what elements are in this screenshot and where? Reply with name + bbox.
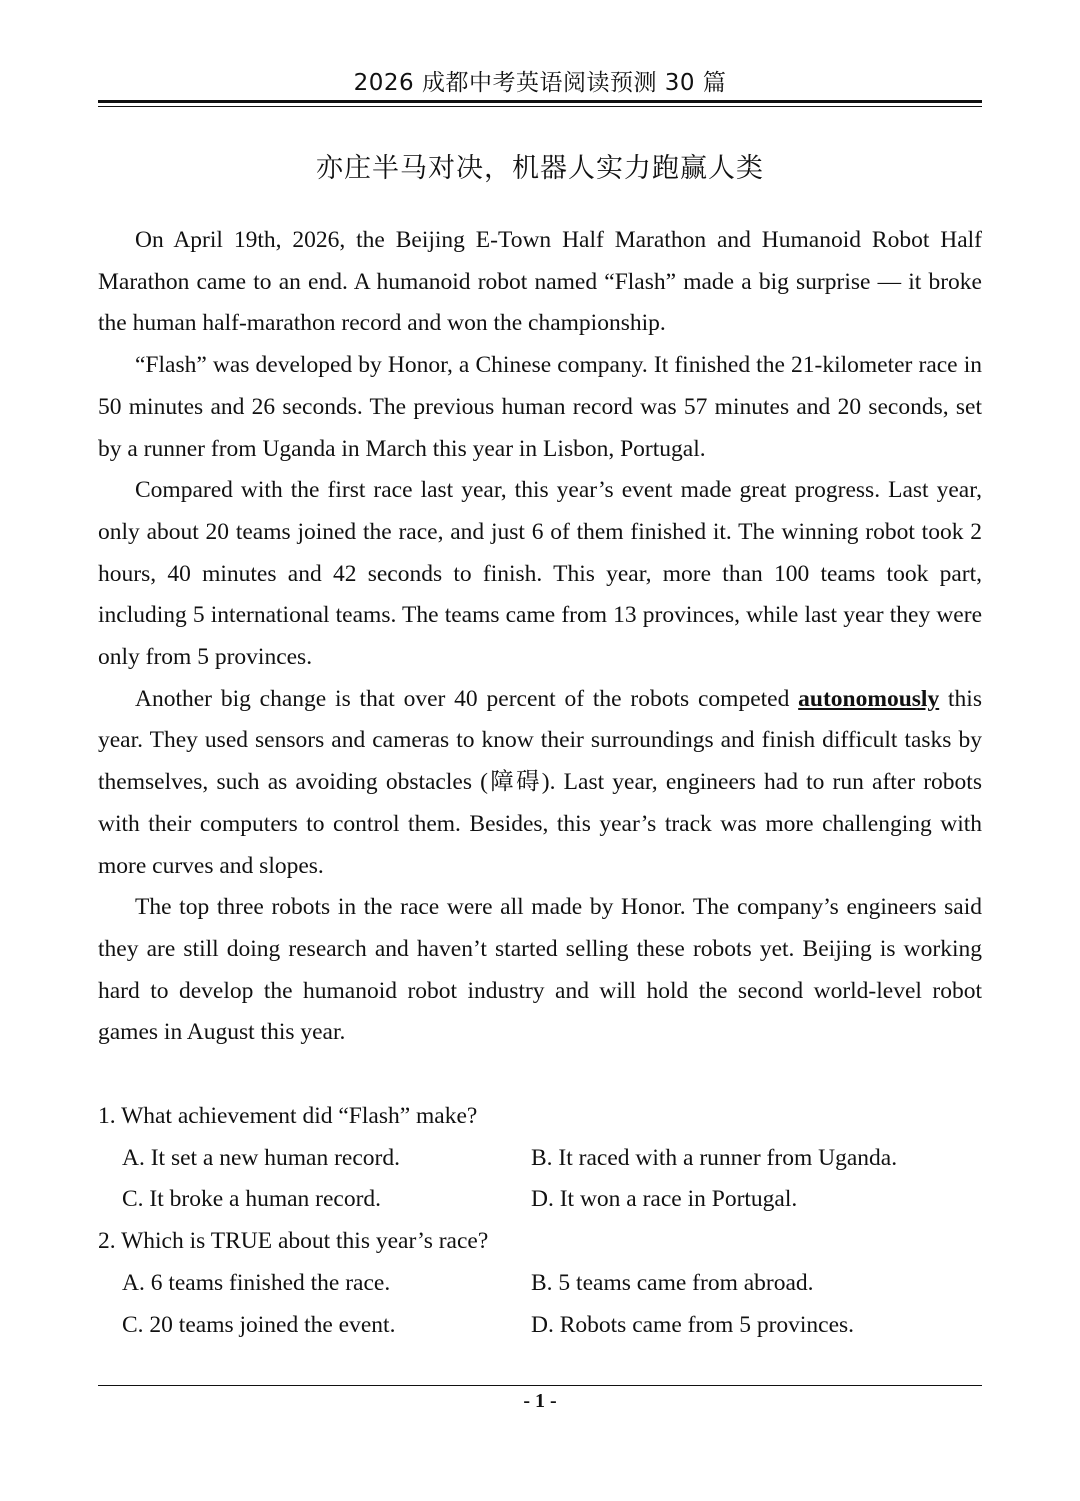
question-2-option-b: B. 5 teams came from abroad. <box>531 1269 814 1296</box>
question-1-options-row-2 <box>98 1179 982 1221</box>
question-1-option-a: A. It set a new human record. <box>122 1144 400 1171</box>
header-rule-thin <box>98 106 982 107</box>
question-2-options-row-1 <box>98 1263 982 1305</box>
question-1-option-c: C. It broke a human record. <box>122 1186 382 1213</box>
page-number: - 1 - <box>523 1390 557 1412</box>
paragraph-2: “Flash” was developed by Honor, a Chinese company. It finished the 21-kilometer race in 50 minutes and 26 seconds. The previous human record was 57 minutes and 20 seconds, set by a runner from Uganda in March this year in Lisbon, Portugal. <box>98 352 982 462</box>
questions-section <box>98 1096 982 1346</box>
paragraph-4-before: Another big change is that over 40 percent of the robots competed <box>135 685 799 712</box>
question-1-options-row-1 <box>98 1138 982 1180</box>
question-1-stem: 1. What achievement did “Flash” make? <box>98 1103 478 1129</box>
paragraph-5: The top three robots in the race were all made by Honor. The company’s engineers said they are still doing research and haven’t started selling these robots yet. Beijing is working hard to develop the humanoid robot industry and will hold the second world-level robot games in August this year. <box>98 894 982 1046</box>
article-body <box>98 220 982 1054</box>
question-2-stem: 2. Which is TRUE about this year’s race? <box>98 1228 489 1255</box>
header-rule-thick <box>98 100 982 103</box>
paragraph-4 <box>98 679 982 888</box>
paragraph-1: On April 19th, 2026, the Beijing E-Town Half Marathon and Humanoid Robot Half Marathon came to an end. A humanoid robot named “Flash” made a big surprise — it broke the human half-marathon record and won the championship. <box>98 227 982 337</box>
question-2-option-a: A. 6 teams finished the race. <box>122 1269 391 1296</box>
paragraph-3: Compared with the first race last year, this year’s event made great progress. Last year, only about 20 teams joined the race, and just 6 of them finished it. The winning robot took 2 hours, 40 minutes and 42 seconds to finish. This year, more than 100 teams took part, including 5 international teams. The teams came from 13 provinces, while last year they were only from 5 provinces. <box>98 477 982 671</box>
footer-rule <box>98 1385 982 1386</box>
question-2-option-c: C. 20 teams joined the event. <box>122 1311 396 1338</box>
question-1-option-d: D. It won a race in Portugal. <box>531 1186 798 1213</box>
document-header-title: 2026 成都中考英语阅读预测 30 篇 <box>353 70 727 96</box>
question-2-options-row-2 <box>98 1305 982 1347</box>
question-2-option-d: D. Robots came from 5 provinces. <box>531 1311 855 1338</box>
paragraph-4-after: this year. They used sensors and cameras to know their surroundings and finish difficult tasks by themselves, such as avoiding obstacles (障碍). Last year, engineers had to run after robots with their computers to control them. Besides, this year’s track was more challenging with more curves and slopes. <box>98 685 982 879</box>
article-title: 亦庄半马对决，机器人实力跑赢人类 <box>316 153 764 184</box>
keyword-autonomously: autonomously <box>798 685 940 712</box>
question-1-option-b: B. It raced with a runner from Uganda. <box>531 1144 898 1171</box>
